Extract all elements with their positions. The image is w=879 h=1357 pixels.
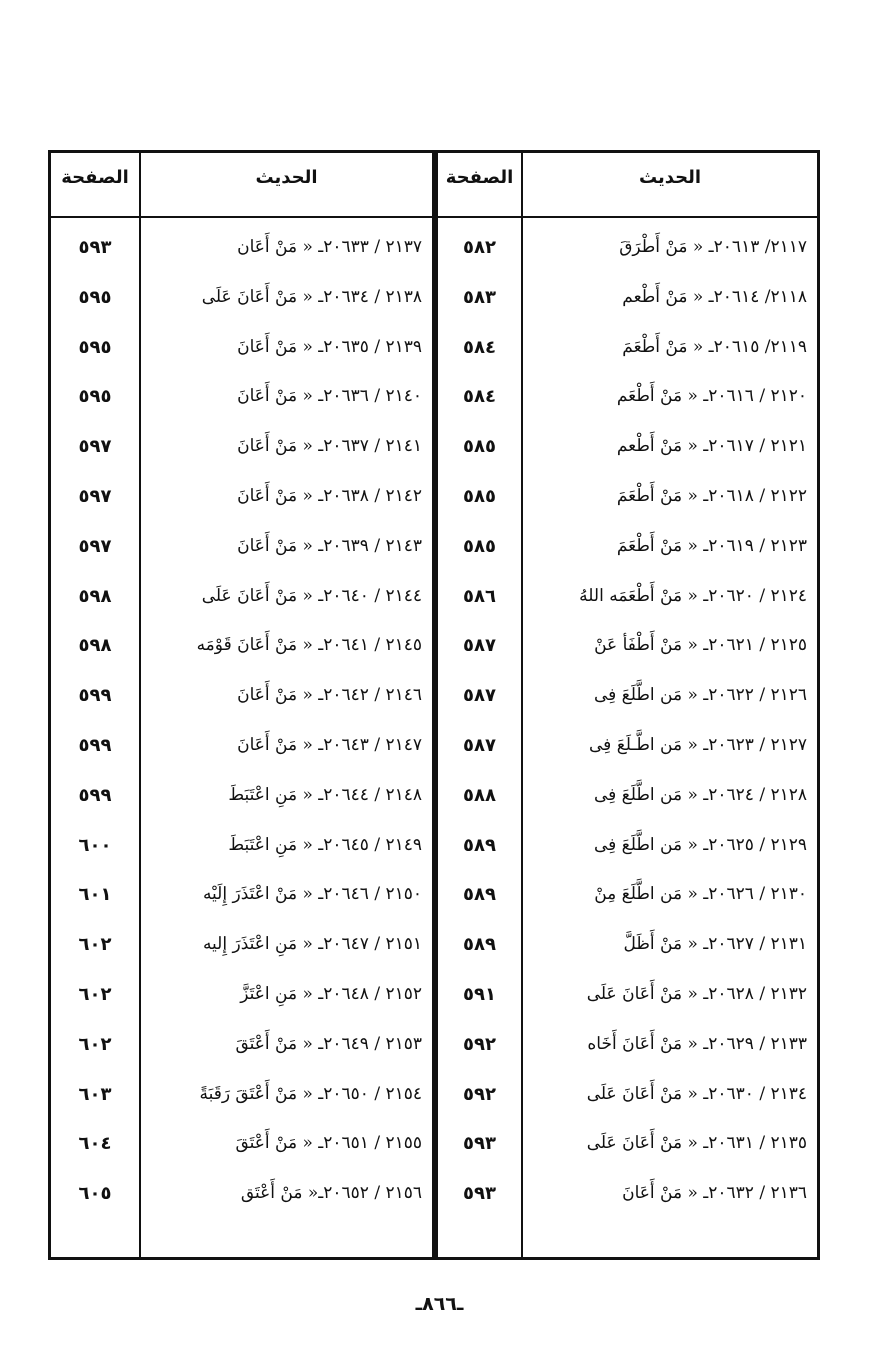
right-hadith-cell: ٢١٢٢ / ٢٠٦١٨ـ « مَنْ أَطْعَمَ: [616, 486, 807, 506]
right-hadith-cell: ٢١١٧/ ٢٠٦١٣ـ « مَنْ أَطْرَقَ: [619, 237, 807, 257]
right-page-cell: ٥٨٨: [463, 784, 496, 806]
right-hadith-cell: ٢١٣٦ / ٢٠٦٣٢ـ « مَنْ أَعَانَ: [622, 1183, 807, 1204]
left-page-cell: ٦٠٣: [78, 1083, 112, 1105]
table-row: [51, 671, 817, 721]
left-hadith-cell: ٢١٥٤ / ٢٠٦٥٠ـ « مَنْ أَعْتَقَ رَقَبَةً: [199, 1083, 422, 1104]
left-page-cell: ٦٠٤: [78, 1133, 112, 1155]
right-page-cell: ٥٩٢: [463, 1033, 496, 1055]
left-hadith-cell: ٢١٤٨ / ٢٠٦٤٤ـ « مَنِ اعْتَبَطَ: [228, 784, 422, 805]
left-hadith-cell: ٢١٣٨ / ٢٠٦٣٤ـ « مَنْ أَعَانَ عَلَى: [201, 286, 422, 307]
left-page-cell: ٦٠٢: [78, 984, 112, 1005]
left-hadith-cell: ٢١٤٣ / ٢٠٦٣٩ـ « مَنْ أَعَانَ: [237, 535, 422, 556]
left-page-cell: ٦٠٥: [78, 1183, 112, 1205]
right-page-cell: ٥٨٧: [463, 635, 496, 657]
left-page-cell: ٥٩٨: [78, 585, 112, 607]
left-page-cell: ٦٠٢: [78, 1033, 112, 1055]
table-row: [51, 273, 817, 323]
right-hadith-cell: ٢١١٩/ ٢٠٦١٥ـ « مَنْ أَطْعَمَ: [622, 336, 807, 357]
left-page-cell: ٥٩٩: [78, 685, 112, 707]
left-page-cell: ٦٠١: [78, 884, 112, 906]
table-row: [51, 223, 817, 273]
right-page-cell: ٥٨٦: [463, 585, 496, 607]
right-page-cell: ٥٨٩: [463, 834, 496, 856]
right-hadith-cell: ٢١٣٠ / ٢٠٦٢٦ـ « مَن اطَّلَعَ مِنْ: [594, 884, 807, 905]
left-hadith-cell: ٢١٤٥ / ٢٠٦٤١ـ « مَنْ أَعَانَ قَوْمَه: [196, 635, 422, 656]
left-page-cell: ٦٠٠: [78, 834, 112, 856]
left-hadith-cell: ٢١٤١ / ٢٠٦٣٧ـ « مَنْ أَعَانَ: [237, 436, 422, 457]
right-hadith-cell: ٢١٢٩ / ٢٠٦٢٥ـ « مَن اطَّلَعَ فِى: [593, 834, 807, 855]
left-page-cell: ٥٩٥: [78, 336, 112, 358]
right-hadith-cell: ٢١٢١ / ٢٠٦١٧ـ « مَنْ أَطْعم: [616, 436, 807, 457]
right-hadith-cell: ٢١٢٤ / ٢٠٦٢٠ـ « مَنْ أَطْعَمَه اللهُ: [579, 585, 807, 606]
left-hadith-cell: ٢١٤٤ / ٢٠٦٤٠ـ « مَنْ أَعَانَ عَلَى: [201, 585, 422, 606]
right-page-cell: ٥٨٩: [463, 934, 496, 956]
right-page-cell: ٥٨٤: [463, 386, 496, 408]
left-hadith-cell: ٢١٤٩ / ٢٠٦٤٥ـ « مَنِ اعْتَبَطَ: [228, 834, 422, 855]
hadith-index-table: [48, 150, 820, 1260]
table-row: [51, 721, 817, 771]
table-row: [51, 771, 817, 821]
table-row: [51, 1020, 817, 1070]
right-page-header: الصفحة: [445, 167, 514, 188]
right-hadith-cell: ٢١٣١ / ٢٠٦٢٧ـ « مَنْ أَظَلَّ: [623, 934, 807, 955]
right-page-cell: ٥٩١: [463, 984, 496, 1005]
right-hadith-cell: ٢١١٨/ ٢٠٦١٤ـ « مَنْ أَطْعم: [622, 286, 807, 307]
right-page-cell: ٥٩٣: [463, 1133, 496, 1155]
page-number: ـ٨٦٦ـ: [415, 1293, 464, 1315]
table-row: [51, 1119, 817, 1169]
right-page-cell: ٥٨٧: [463, 735, 496, 756]
left-hadith-cell: ٢١٥٦ / ٢٠٦٥٢ـ« مَنْ أَعْتَق: [240, 1183, 422, 1204]
left-page-cell: ٥٩٩: [78, 784, 112, 806]
left-page-header: الصفحة: [61, 167, 129, 188]
right-page-cell: ٥٨٢: [463, 237, 496, 258]
right-page-cell: ٥٨٣: [463, 286, 496, 308]
left-hadith-cell: ٢١٤٠ / ٢٠٦٣٦ـ « مَنْ أَعَانَ: [237, 386, 422, 407]
left-hadith-cell: ٢١٤٦ / ٢٠٦٤٢ـ « مَنْ أَعَانَ: [237, 685, 422, 706]
left-page-cell: ٥٩٩: [78, 735, 112, 756]
table-row: [51, 1169, 817, 1219]
table-row: [51, 372, 817, 422]
left-page-cell: ٥٩٧: [78, 436, 112, 458]
left-page-cell: ٥٩٨: [78, 635, 112, 657]
right-page-cell: ٥٨٥: [463, 486, 496, 507]
left-page-cell: ٥٩٣: [78, 237, 112, 258]
header-divider: [51, 216, 817, 218]
right-hadith-cell: ٢١٢٠ / ٢٠٦١٦ـ « مَنْ أَطْعَم: [616, 386, 807, 407]
right-page-cell: ٥٨٩: [463, 884, 496, 906]
left-hadith-cell: ٢١٥٢ / ٢٠٦٤٨ـ « مَنِ اعْتَزَّ: [240, 984, 422, 1004]
table-row: [51, 572, 817, 622]
right-hadith-header: الحديث: [638, 167, 702, 188]
right-page-cell: ٥٩٢: [463, 1083, 496, 1105]
table-row: [51, 1070, 817, 1120]
table-row: [51, 970, 817, 1020]
right-page-cell: ٥٨٥: [463, 436, 496, 458]
left-hadith-cell: ٢١٥٣ / ٢٠٦٤٩ـ « مَنْ أَعْتَقَ: [235, 1033, 422, 1054]
right-page-cell: ٥٨٥: [463, 535, 496, 557]
right-hadith-cell: ٢١٢٦ / ٢٠٦٢٢ـ « مَن اطَّلَعَ فِى: [593, 685, 807, 706]
left-page-cell: ٥٩٧: [78, 486, 112, 507]
right-hadith-cell: ٢١٢٣ / ٢٠٦١٩ـ « مَنْ أَطْعَمَ: [616, 535, 807, 556]
left-page-cell: ٦٠٢: [78, 934, 112, 956]
table-row: [51, 472, 817, 522]
table-row: [51, 870, 817, 920]
left-hadith-header: الحديث: [255, 167, 318, 188]
left-hadith-cell: ٢١٥١ / ٢٠٦٤٧ـ « مَنِ اعْتَذَرَ إِليه: [202, 934, 422, 955]
right-hadith-cell: ٢١٣٥ / ٢٠٦٣١ـ « مَنْ أَعَانَ عَلَى: [586, 1133, 807, 1154]
left-page-cell: ٥٩٧: [78, 535, 112, 557]
table-row: [51, 522, 817, 572]
right-hadith-cell: ٢١٣٤ / ٢٠٦٣٠ـ « مَنْ أَعَانَ عَلَى: [586, 1083, 807, 1104]
right-hadith-cell: ٢١٣٢ / ٢٠٦٢٨ـ « مَنْ أَعَانَ عَلَى: [586, 984, 807, 1004]
right-hadith-cell: ٢١٣٣ / ٢٠٦٢٩ـ « مَنْ أَعَانَ أَخَاه: [587, 1033, 807, 1054]
left-hadith-cell: ٢١٣٧ / ٢٠٦٣٣ـ « مَنْ أَعَان: [237, 237, 422, 257]
left-page-cell: ٥٩٥: [78, 386, 112, 408]
right-hadith-cell: ٢١٢٧ / ٢٠٦٢٣ـ « مَن اطَّـلَعَ فِى: [589, 735, 807, 755]
left-hadith-cell: ٢١٥٠ / ٢٠٦٤٦ـ « مَنْ اعْتَذَرَ إِلَيْه: [202, 884, 422, 905]
right-page-cell: ٥٩٣: [463, 1183, 496, 1205]
left-hadith-cell: ٢١٣٩ / ٢٠٦٣٥ـ « مَنْ أَعَانَ: [237, 336, 422, 357]
left-page-cell: ٥٩٥: [78, 286, 112, 308]
table-row: [51, 323, 817, 373]
table-row: [51, 920, 817, 970]
left-hadith-cell: ٢١٤٢ / ٢٠٦٣٨ـ « مَنْ أَعَانَ: [237, 486, 422, 506]
right-hadith-cell: ٢١٢٨ / ٢٠٦٢٤ـ « مَن اطَّلَعَ فِى: [593, 784, 807, 805]
left-hadith-cell: ٢١٥٥ / ٢٠٦٥١ـ « مَنْ أَعْتَقَ: [235, 1133, 422, 1154]
table-row: [51, 621, 817, 671]
right-page-cell: ٥٨٧: [463, 685, 496, 707]
right-page-cell: ٥٨٤: [463, 336, 496, 358]
table-row: [51, 821, 817, 871]
table-row: [51, 422, 817, 472]
right-hadith-cell: ٢١٢٥ / ٢٠٦٢١ـ « مَنْ أَطْفَأ عَنْ: [594, 635, 807, 656]
left-hadith-cell: ٢١٤٧ / ٢٠٦٤٣ـ « مَنْ أَعَانَ: [237, 735, 422, 755]
